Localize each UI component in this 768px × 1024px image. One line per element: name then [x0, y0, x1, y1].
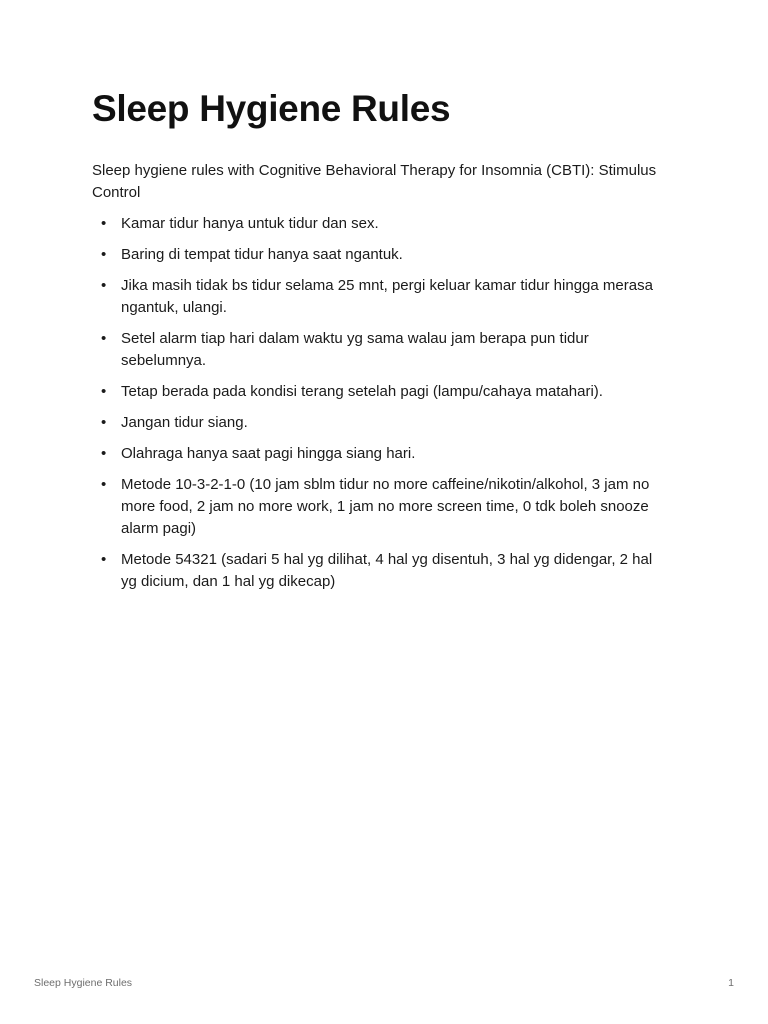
- bullet-icon: •: [101, 330, 107, 347]
- bullet-icon: •: [101, 215, 107, 232]
- page-number: 1: [728, 977, 734, 989]
- list-item: [92, 328, 672, 372]
- rule-text: Metode 10-3-2-1-0 (10 jam sblm tidur no more caffeine/nikotin/alkohol, 3 jam no more food, 2 jam no more work, 1 jam no more screen time, 0 tdk boleh snooze alarm pagi): [121, 476, 650, 537]
- rule-text: Setel alarm tiap hari dalam waktu yg sama walau jam berapa pun tidur sebelumnya.: [121, 330, 589, 369]
- list-item: [92, 474, 672, 540]
- bullet-icon: •: [101, 476, 107, 493]
- intro-paragraph: Sleep hygiene rules with Cognitive Behavioral Therapy for Insomnia (CBTI): Stimulus Control: [92, 162, 657, 201]
- bullet-icon: •: [101, 246, 107, 263]
- rule-text: Tetap berada pada kondisi terang setelah pagi (lampu/cahaya matahari).: [121, 383, 603, 400]
- rule-text: Jangan tidur siang.: [121, 414, 248, 431]
- rules-list: [92, 213, 672, 602]
- list-item: [92, 412, 672, 434]
- list-item: [92, 549, 672, 593]
- bullet-icon: •: [101, 383, 107, 400]
- bullet-icon: •: [101, 277, 107, 294]
- list-item: [92, 443, 672, 465]
- rule-text: Metode 54321 (sadari 5 hal yg dilihat, 4 hal yg disentuh, 3 hal yg didengar, 2 hal yg dicium, dan 1 hal yg dikecap): [121, 551, 653, 590]
- rule-text: Kamar tidur hanya untuk tidur dan sex.: [121, 215, 379, 232]
- list-item: [92, 275, 672, 319]
- rule-text: Jika masih tidak bs tidur selama 25 mnt, pergi keluar kamar tidur hingga merasa ngantuk, ulangi.: [121, 277, 653, 316]
- bullet-icon: •: [101, 445, 107, 462]
- rule-text: Olahraga hanya saat pagi hingga siang hari.: [121, 445, 416, 462]
- list-item: [92, 244, 672, 266]
- bullet-icon: •: [101, 551, 107, 568]
- list-item: [92, 213, 672, 235]
- page-title: Sleep Hygiene Rules: [92, 88, 451, 129]
- rule-text: Baring di tempat tidur hanya saat ngantuk.: [121, 246, 403, 263]
- list-item: [92, 381, 672, 403]
- bullet-icon: •: [101, 414, 107, 431]
- footer-title: Sleep Hygiene Rules: [34, 977, 133, 989]
